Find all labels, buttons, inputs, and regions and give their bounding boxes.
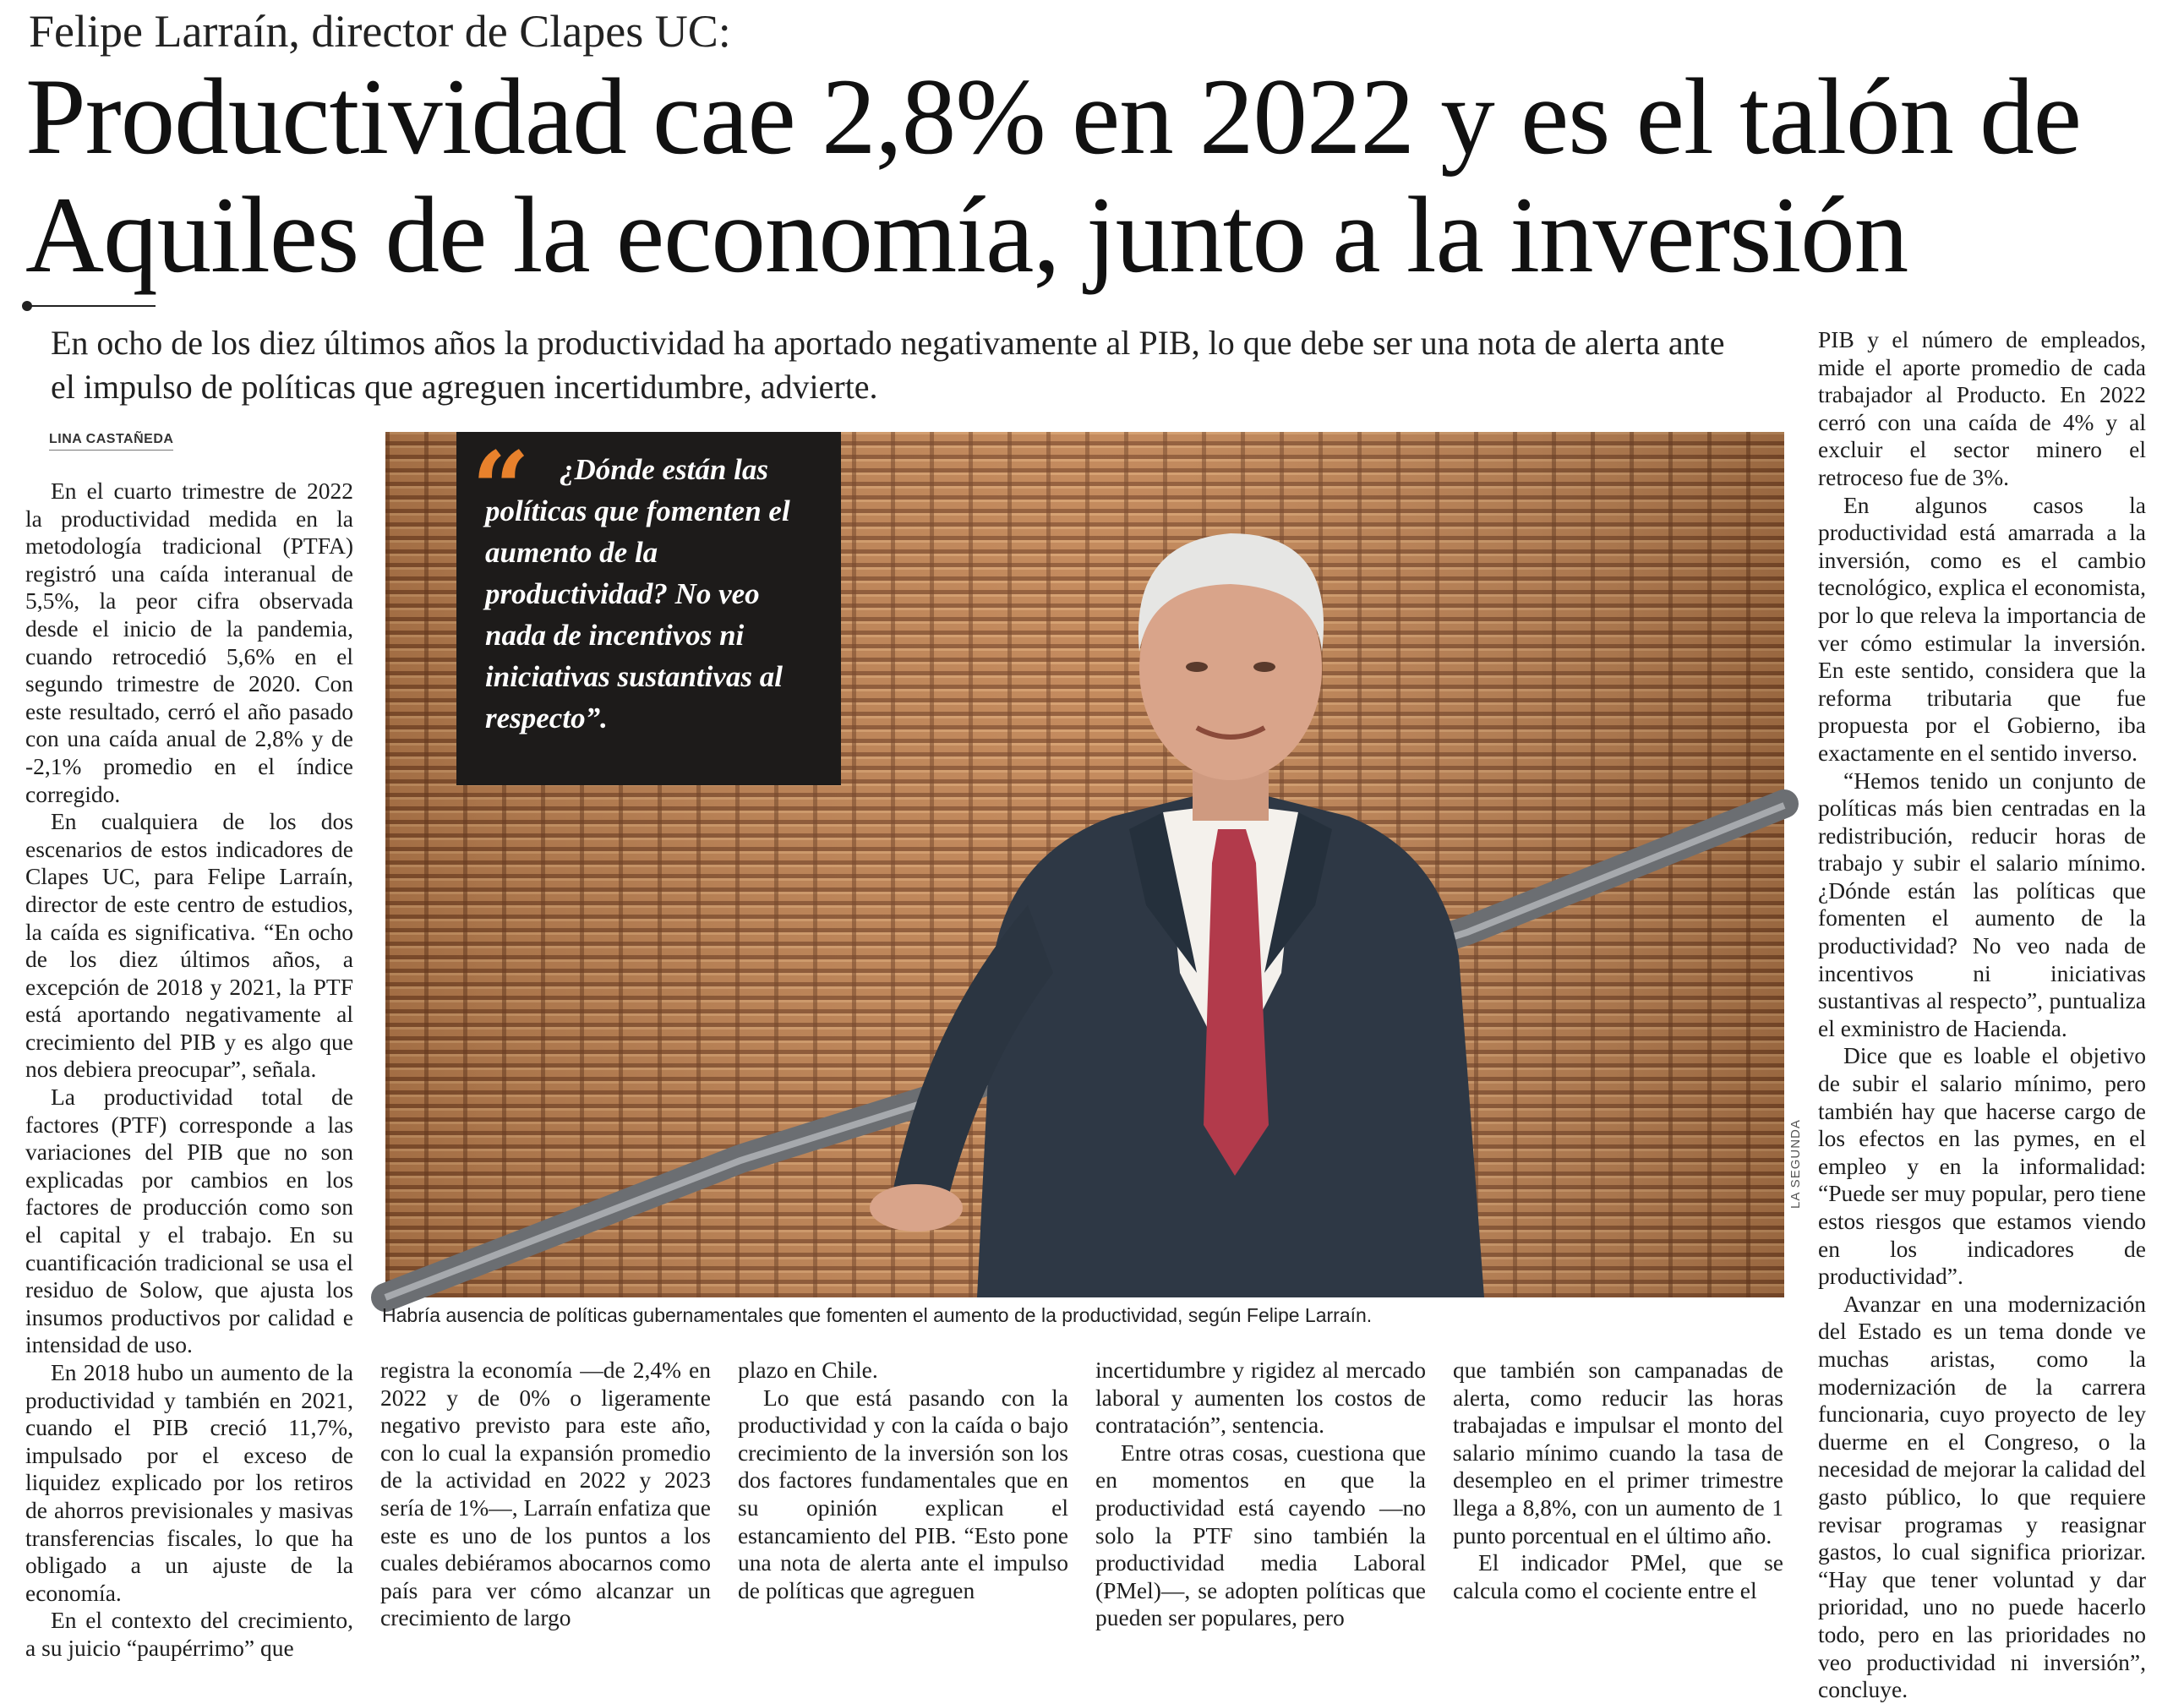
paragraph: “Hemos tenido un conjunto de políticas más bien centradas en la redistribución, reducir horas de trabajo y subir el salario mínimo. ¿Dónde están las políticas que fomenten el aumento de la productividad? No veo nada de incentivos ni iniciativas sustantivas al respecto”, puntualiza el exministro de Hacienda. [1818, 767, 2146, 1041]
photo-caption: Habría ausencia de políticas gubernamentales que fomenten el aumento de la productividad, según Felipe Larraín. [382, 1304, 1373, 1326]
paragraph: Entre otras cosas, cuestiona que en momentos en que la productividad está cayendo —no solo la PTF sino también la productividad media Laboral (PMel)—, se adopten políticas que pueden ser populares, pero [1095, 1439, 1426, 1631]
paragraph: Lo que está pasando con la productividad y con la caída o bajo crecimiento de la inversión son los dos factores fundamentales que en su opinión explican el estancamiento del PIB. “Esto pone una nota de alerta ante el impulso de políticas que agreguen [738, 1384, 1068, 1603]
rule-line [30, 305, 156, 307]
deck: En ocho de los diez últimos años la productividad ha aportado negativamente al PIB, lo que debe ser una nota de alerta ante el impulso de políticas que agreguen incertidumbre, advierte. [51, 324, 1725, 406]
paragraph: incertidumbre y rigidez al mercado laboral y aumenten los costos de contratación”, sentencia. [1095, 1357, 1426, 1439]
body-column-right [1818, 326, 2146, 1703]
paragraph: que también son campanadas de alerta, como reducir las horas trabajadas e impulsar el monto del salario mínimo cuando la tasa de desempleo en el primer trimestre llega a 8,8%, con un aumento de 1 punto porcentual en el último año. [1453, 1357, 1783, 1548]
paragraph: Dice que es loable el objetivo de subir el salario mínimo, pero también hay que hacerse cargo de los efectos en las pymes, en el empleo y en la informalidad: “Puede ser muy popular, pero tiene estos riesgos que estamos viendo en los indicadores de productividad”. [1818, 1042, 2146, 1290]
paragraph: registra la economía —de 2,4% en 2022 y de 0% o ligeramente negativo previsto para este año, con lo cual la expansión promedio de la actividad en 2022 y 2023 sería de 1%—, Larraín enfatiza que este es uno de los puntos a los cuales debiéramos abocarnos como país para ver cómo alcanzar un crecimiento de largo [380, 1357, 711, 1631]
byline: LINA CASTAÑEDA [49, 432, 173, 451]
paragraph: En el contexto del crecimiento, a su juicio “paupérrimo” que [25, 1607, 353, 1661]
bottom-columns [380, 1357, 1783, 1631]
body-column [1095, 1357, 1426, 1631]
kicker: Felipe Larraín, director de Clapes UC: [29, 6, 731, 57]
body-column-left [25, 478, 353, 1661]
paragraph: La productividad total de factores (PTF) corresponde a las variaciones del PIB que no son explicadas por cambios en los factores de producción como son el capital y el trabajo. En su cuantificación tradicional se usa el residuo de Solow, que ajusta los insumos productivos por calidad e intensidad de uso. [25, 1084, 353, 1358]
pull-quote [456, 429, 841, 785]
body-column [380, 1357, 711, 1631]
paragraph: En cualquiera de los dos escenarios de estos indicadores de Clapes UC, para Felipe Larraín, director de este centro de estudios, la caída es significativa. “En ocho de los diez últimos años, a excepción de 2018 y 2021, la PTF está aportando negativamente al crecimiento del PIB y es algo que nos debiera preocupar”, señala. [25, 808, 353, 1083]
paragraph: plazo en Chile. [738, 1357, 878, 1383]
headline: Productividad cae 2,8% en 2022 y es el talón de Aquiles de la economía, junto a la inversión [25, 56, 2081, 295]
paragraph: En el cuarto trimestre de 2022 la productividad medida en la metodología tradicional (PTFA) registró una caída interanual de 5,5%, la peor cifra observada desde el inicio de la pandemia, cuando retrocedió 5,6% en el segundo trimestre de 2020. Con este resultado, cerró el año pasado con una caída anual de 2,8% y de -2,1% promedio en el índice corregido. [25, 478, 353, 807]
body-column [738, 1357, 1068, 1619]
paragraph: En algunos casos la productividad está amarrada a la inversión, como es el cambio tecnológico, explica el economista, por lo que releva la importancia de ver cómo estimular la inversión. En este sentido, considera que la reforma tributaria que fue propuesta por el Gobierno, iba exactamente en el sentido inverso. [1818, 491, 2146, 766]
pull-quote-text: ¿Dónde están las políticas que fomenten el aumento de la productividad? No veo nada de incentivos ni iniciativas sustantivas al respecto”. [485, 453, 790, 735]
paragraph: El indicador PMel, que se calcula como el cociente entre el [1453, 1549, 1783, 1603]
paragraph: PIB y el número de empleados, mide el aporte promedio de cada trabajador al Producto. En 2022 cerró con una caída de 4% y al excluir el sector minero el retroceso fue de 3%. [1818, 326, 2146, 490]
paragraph: En 2018 hubo un aumento de la productividad y también en 2021, cuando el PIB creció 11,7%, impulsado por el exceso de liquidez explicado por los retiros de ahorros previsionales y masivas transferencias fiscales, lo que ha obligado a un ajuste de la economía. [25, 1359, 353, 1606]
paragraph: Avanzar en una modernización del Estado es un tema donde ve muchas aristas, como la modernización de la carrera funcionaria, cuyo proyecto de ley duerme en el Congreso, o la necesidad de mejorar la calidad del gasto público, lo que requiere revisar programas y reasignar gastos, lo cual significa priorizar. “Hay que tener voluntad y dar prioridad, uno no puede hacerlo todo, pero en las prioridades no veo productividad ni inversión”, concluye. [1818, 1290, 2146, 1703]
photo-credit: LA SEGUNDA [1788, 1119, 1803, 1209]
opening-quote-icon: “ [472, 429, 531, 549]
body-column [1453, 1357, 1783, 1619]
